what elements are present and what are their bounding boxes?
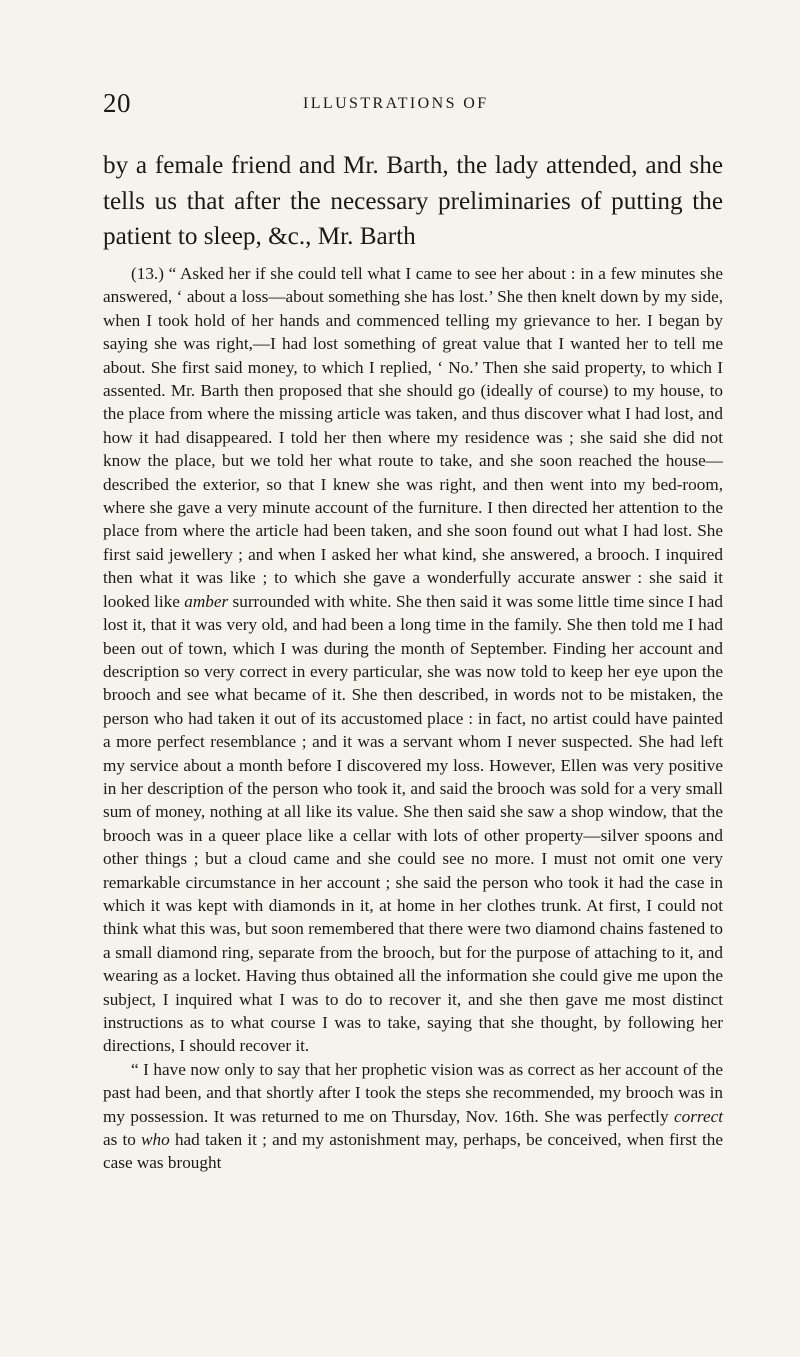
emphasis-who: who bbox=[141, 1130, 170, 1150]
body-text bbox=[103, 262, 723, 1175]
page-number: 20 bbox=[103, 88, 131, 118]
running-head: ILLUSTRATIONS OF bbox=[303, 95, 489, 112]
paragraph-testimony bbox=[103, 262, 723, 1058]
paragraph-text: had taken it ; and my astonishment may, perhaps, be conceived, when first the case was brought bbox=[103, 1130, 723, 1173]
paragraph-text: “ I have now only to say that her prophetic vision was as correct as her account of the past had been, and that shortly after I took the steps she recommended, my brooch was in my possession. It was returned to me on Thursday, Nov. 16th. She was perfectly bbox=[103, 1059, 723, 1126]
paragraph-text: as to bbox=[103, 1130, 142, 1150]
paragraph-text: surrounded with white. She then said it was some little time since I had lost it, that it was very old, and had been a long time in the family. She then told me I had been out of town, which I was during the month of September. Finding her account and description so very correct in every particular, she was now told to keep her eye upon the brooch and see what became of it. She then described, in words not to be mistaken, the person who had taken it out of its accustomed place : in fact, no artist could have painted a more perfect resemblance ; and it was a servant whom I never suspected. She had left my service about a month before I discovered my loss. However, Ellen was very positive in her description of the person who took it, and said the brooch was sold for a very small sum of money, nothing at all like its value. She then said she saw a shop window, that the brooch was in a queer place like a cellar with lots of other property—silver spoons and other things ; but a cloud came and she could see no more. I must not omit one very remarkable circumstance in her account ; she said the person who took it had the case in which it was kept with diamonds in it, at home in her clothes trunk. At first, I could not think what this was, but soon remembered that there were two diamond chains fastened to a small diamond ring, separate from the brooch, but for the purpose of attaching to it, and wearing as a locket. Having thus obtained all the information she could give me upon the subject, I inquired what I was to do to recover it, and she then gave me most distinct instructions as to what course I was to take, saying that she thought, by following her directions, I should recover it. bbox=[103, 591, 723, 1056]
page-header bbox=[103, 86, 723, 120]
lead-paragraph: by a female friend and Mr. Barth, the lady attended, and she tells us that after the necessary preliminaries of putting the patient to sleep, &c., Mr. Barth bbox=[103, 152, 723, 250]
paragraph-text: (13.) “ Asked her if she could tell what I came to see her about : in a few minutes she answered, ‘ about a loss—about something she has lost.’ She then knelt down by my side, when I took hold of her hands and commenced telling my grievance to her. I began by saying she was right,—I had lost something of great value that I wanted her to tell me about. She first said money, to which I replied, ‘ No.’ Then she said property, to which I assented. Mr. Barth then proposed that she should go (ideally of course) to my house, to the place from where the missing article was taken, and thus discover what I had lost, and how it had disappeared. I told her then where my residence was ; she said she did not know the place, but we told her what route to take, and she soon reached the house—described the exterior, so that I knew she was right, and then went into my bed-room, where she gave a very minute account of the furniture. I then directed her attention to the place from where the article had been taken, and she soon found out what I had lost. She first said jewellery ; and when I asked her what kind, she answered, a brooch. I inquired then what it was like ; to which she gave a wonderfully accurate answer : she said it looked like bbox=[103, 264, 723, 611]
emphasis-correct: correct bbox=[674, 1106, 723, 1126]
emphasis-amber: amber bbox=[184, 591, 229, 611]
paragraph-conclusion bbox=[103, 1058, 723, 1175]
